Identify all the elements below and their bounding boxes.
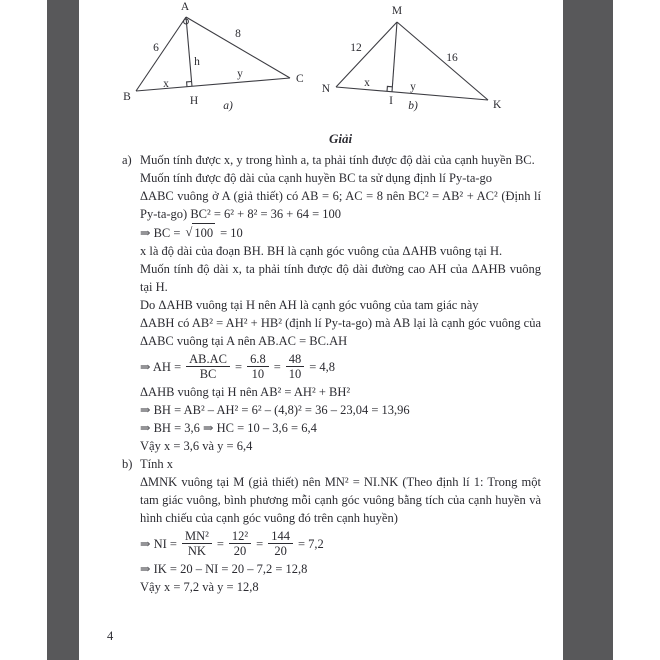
figure-b (322, 5, 502, 112)
fraction-mn2-nk (182, 529, 212, 558)
solution-body (122, 130, 541, 596)
caption-b: b) (408, 100, 418, 112)
paragraph-abc-right: ΔABC vuông ở A (giả thiết) có AB = 6; AC = 8 nên BC² = AB² + AC² (Định lí Py-ta-go) BC² = 6² + 8² = 36 + 64 = 100 (140, 189, 541, 221)
numerator: 12² (229, 529, 251, 544)
label-M: M (391, 5, 403, 17)
equation-text: ⇒ AH = (140, 359, 182, 374)
equals-sign: = (216, 536, 224, 551)
radicand: 100 (192, 223, 215, 242)
paragraph-b-heading (122, 455, 541, 473)
equals-sign: = (256, 536, 264, 551)
fraction-abac-bc (186, 352, 230, 381)
label-B: B (123, 91, 131, 103)
equation-text: = 4,8 (309, 359, 336, 374)
label-H: H (189, 95, 199, 107)
denominator: 20 (233, 544, 247, 558)
left-gray-band (47, 0, 79, 660)
label-K: K (493, 99, 502, 111)
triangle-figures (100, 0, 512, 118)
equals-sign: = (273, 359, 281, 374)
label-side-12: 12 (350, 42, 362, 54)
equation-ik: ⇒ IK = 20 – NI = 20 – 7,2 = 12,8 (140, 562, 308, 576)
paragraph-mnk: ΔMNK vuông tại M (giả thiết) nên MN² = NI.NK (Theo định lí 1: Trong một tam giác vuông, bình phương mỗi cạnh góc vuông bằng tích của cạnh huyền và hình chiếu của cạnh góc vuông đó trên cạnh huyền) (140, 475, 541, 525)
numerator: 48 (286, 352, 305, 367)
equation-text: ⇒ BC = (140, 225, 181, 240)
label-C: C (296, 73, 304, 85)
numerator: AB.AC (186, 352, 230, 367)
equation-ah-fractions (122, 350, 541, 383)
label-side-8: 8 (235, 28, 241, 40)
page-number: 4 (107, 629, 114, 643)
fraction-144-20 (268, 529, 293, 558)
denominator: BC (199, 367, 217, 381)
equation-bc (122, 223, 541, 242)
sqrt-expression: √ 100 (185, 225, 214, 240)
paragraph-ahb-right: Do ΔAHB vuông tại H nên AH là cạnh góc vuông của tam giác này (140, 298, 479, 312)
label-side-16: 16 (446, 52, 458, 64)
paragraph-a-intro (122, 151, 541, 169)
label-A: A (180, 1, 190, 13)
fraction-68-10 (247, 352, 269, 381)
label-I: I (389, 95, 393, 107)
figure-a (123, 1, 304, 112)
paragraph-x-bh: x là độ dài của đoạn BH. BH là cạnh góc vuông của ΔAHB vuông tại H. (140, 244, 503, 258)
equals-sign: = (235, 359, 243, 374)
denominator: 10 (251, 367, 265, 381)
equation-ni-fractions (122, 527, 541, 560)
paragraph-abh-pythagoras: ΔABH có AB² = AH² + HB² (định lí Py-ta-go) mà AB lại là cạnh góc vuông của ΔABC vuông tại A nên AB.AC = BC.AH (140, 316, 541, 348)
equation-text: ⇒ NI = (140, 536, 177, 551)
label-x: x (364, 77, 370, 89)
paragraph-ahb-eq: ΔAHB vuông tại H nên AB² = AH² + BH² (140, 385, 351, 399)
label-y: y (237, 68, 243, 80)
label-side-6: 6 (153, 42, 159, 54)
paragraph-text: Tính x (140, 457, 173, 471)
denominator: 20 (274, 544, 287, 558)
paragraph-need-ah: Muốn tính độ dài x, ta phải tính được độ dài đường cao AH của ΔAHB vuông tại H. (140, 262, 541, 294)
equation-bh-hc: ⇒ BH = 3,6 ⇒ HC = 10 – 3,6 = 6,4 (140, 421, 317, 435)
label-h: h (194, 56, 200, 68)
item-marker-a: a) (122, 153, 132, 167)
numerator: 144 (268, 529, 293, 544)
fraction-122-20 (229, 529, 251, 558)
conclusion-b: Vậy x = 7,2 và y = 12,8 (140, 580, 259, 594)
paragraph-text: Muốn tính được x, y trong hình a, ta phải tính được độ dài của cạnh huyền BC. (140, 153, 535, 167)
caption-a: a) (223, 100, 233, 112)
numerator: MN² (182, 529, 212, 544)
equation-text: = 7,2 (297, 536, 324, 551)
denominator: 10 (288, 367, 302, 381)
label-x: x (163, 78, 169, 90)
fraction-48-10 (286, 352, 305, 381)
equation-text: = 10 (220, 225, 243, 240)
denominator: NK (187, 544, 206, 558)
label-N: N (321, 83, 330, 95)
item-marker-b: b) (122, 457, 133, 471)
label-y: y (410, 81, 416, 93)
solution-title: Giải (328, 131, 353, 146)
equation-bh-squared: ⇒ BH = AB² – AH² = 6² – (4,8)² = 36 – 23,04 = 13,96 (140, 403, 410, 417)
right-gray-band (563, 0, 613, 660)
conclusion-a: Vậy x = 3,6 và y = 6,4 (140, 439, 253, 453)
numerator: 6.8 (247, 352, 269, 367)
paragraph-pythagoras: Muốn tính được độ dài của cạnh huyền BC ta sử dụng định lí Py-ta-go (140, 171, 493, 185)
